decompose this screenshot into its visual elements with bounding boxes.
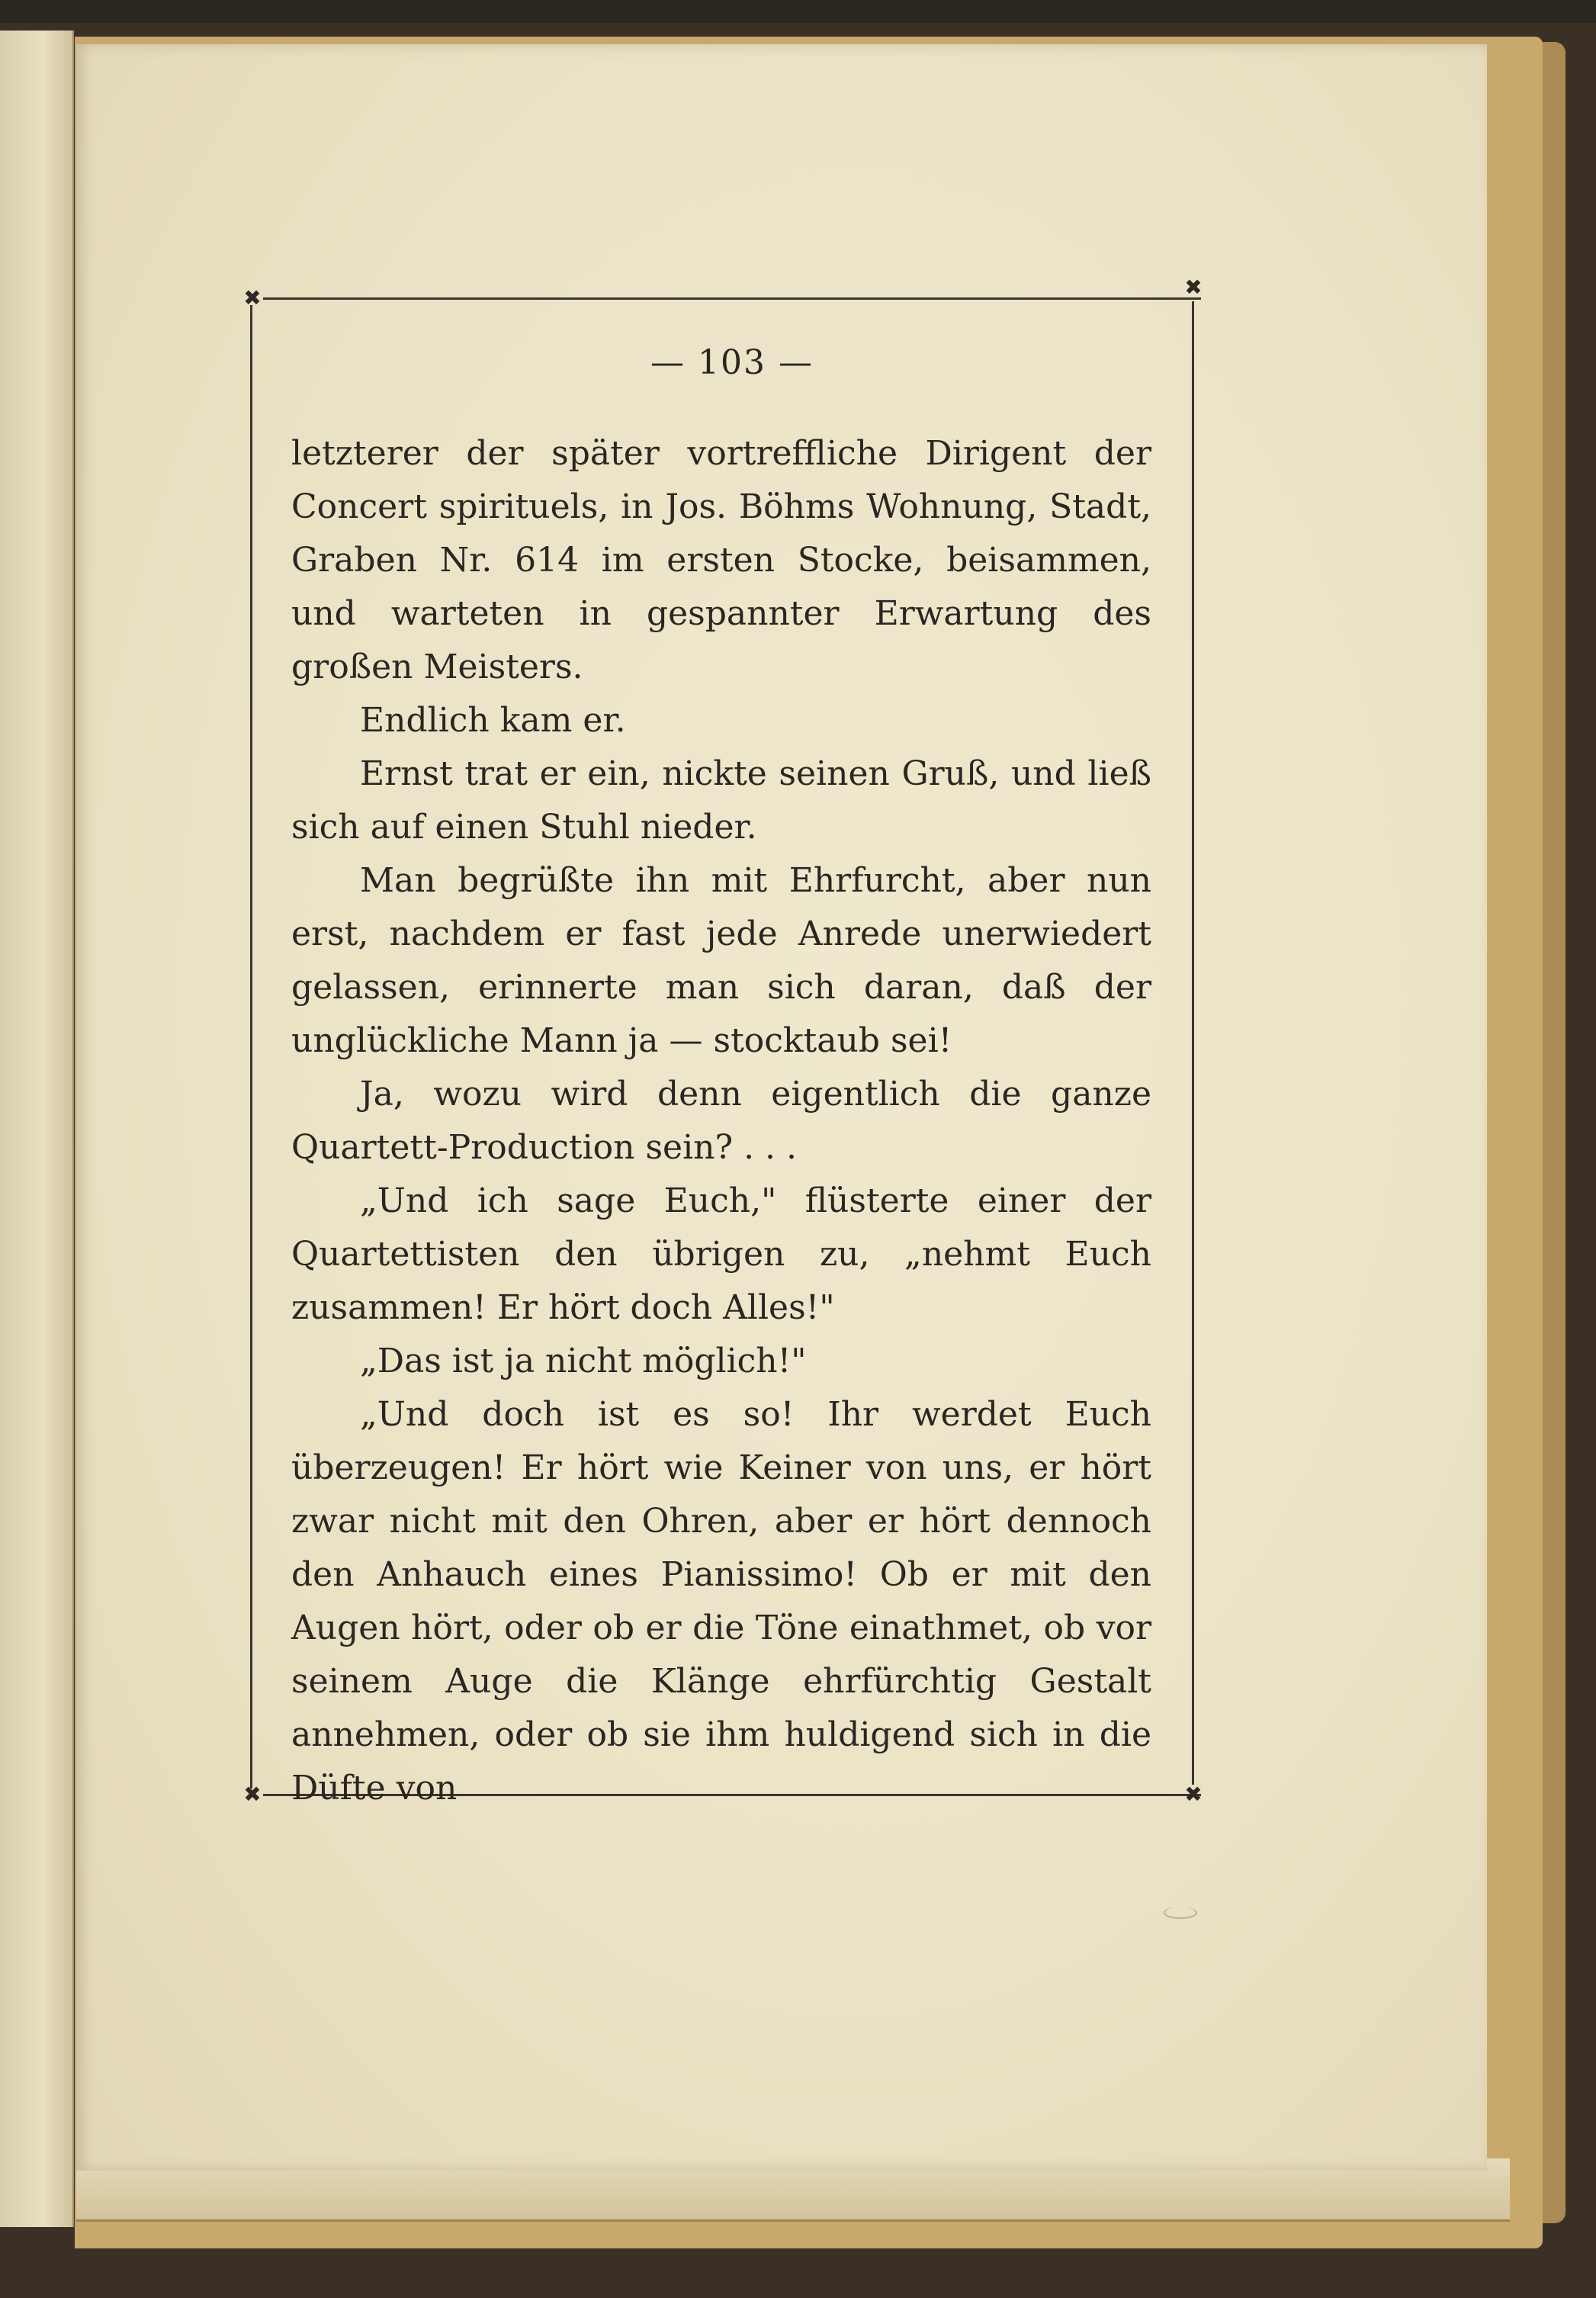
corner-ornament-top-right-icon: ✖ [1184,275,1203,300]
paragraph: Endlich kam er. [360,701,626,740]
frame-top-line [263,297,1201,300]
body-text [291,427,1151,1815]
paragraph: Ja, wozu wird denn eigentlich die ganze Quartett-Production sein? . . . [291,1075,1151,1167]
corner-ornament-bottom-left-icon: ✖ [243,1782,262,1807]
left-page-edge [0,31,74,2227]
paragraph: „Und doch ist es so! Ihr werdet Euch überzeugen! Er hört wie Keiner von uns, er hört zwar nicht mit den Ohren, aber er hört dennoch den Anhauch eines Pianissimo! Ob er mit den Augen hört, oder ob er die Töne einathmet, ob vor seinem Auge die Klänge ehrfürchtig Gestalt annehmen, oder ob sie ihm huldigend sich in die Düfte von [291,1395,1151,1808]
paragraph: Man begrüßte ihn mit Ehrfurcht, aber nun erst, nachdem er fast jede Anrede unerwiedert gelassen, erinnerte man sich daran, daß der unglückliche Mann ja — stocktaub sei! [291,861,1151,1060]
page-number: — 103 — [650,343,814,382]
corner-ornament-bottom-right-icon: ✖ [1184,1782,1203,1807]
paragraph: „Das ist ja nicht möglich!" [360,1342,807,1380]
frame-left-line [250,305,252,1789]
paragraph: letzterer der später vortreffliche Dirigent der Concert spirituels, in Jos. Böhms Wohnung, Stadt, Graben Nr. 614 im ersten Stocke, beisammen, und warteten in gespannter Erwartung des großen Meisters. [291,434,1151,686]
paragraph: „Und ich sage Euch," flüsterte einer der Quartettisten den übrigen zu, „nehmt Euch zusammen! Er hört doch Alles!" [291,1181,1151,1327]
paragraph: Ernst trat er ein, nickte seinen Gruß, und ließ sich auf einen Stuhl nieder. [291,754,1151,847]
paper-mark [1164,1907,1197,1919]
frame-right-line [1192,301,1194,1785]
corner-ornament-top-left-icon: ✖ [243,285,262,310]
